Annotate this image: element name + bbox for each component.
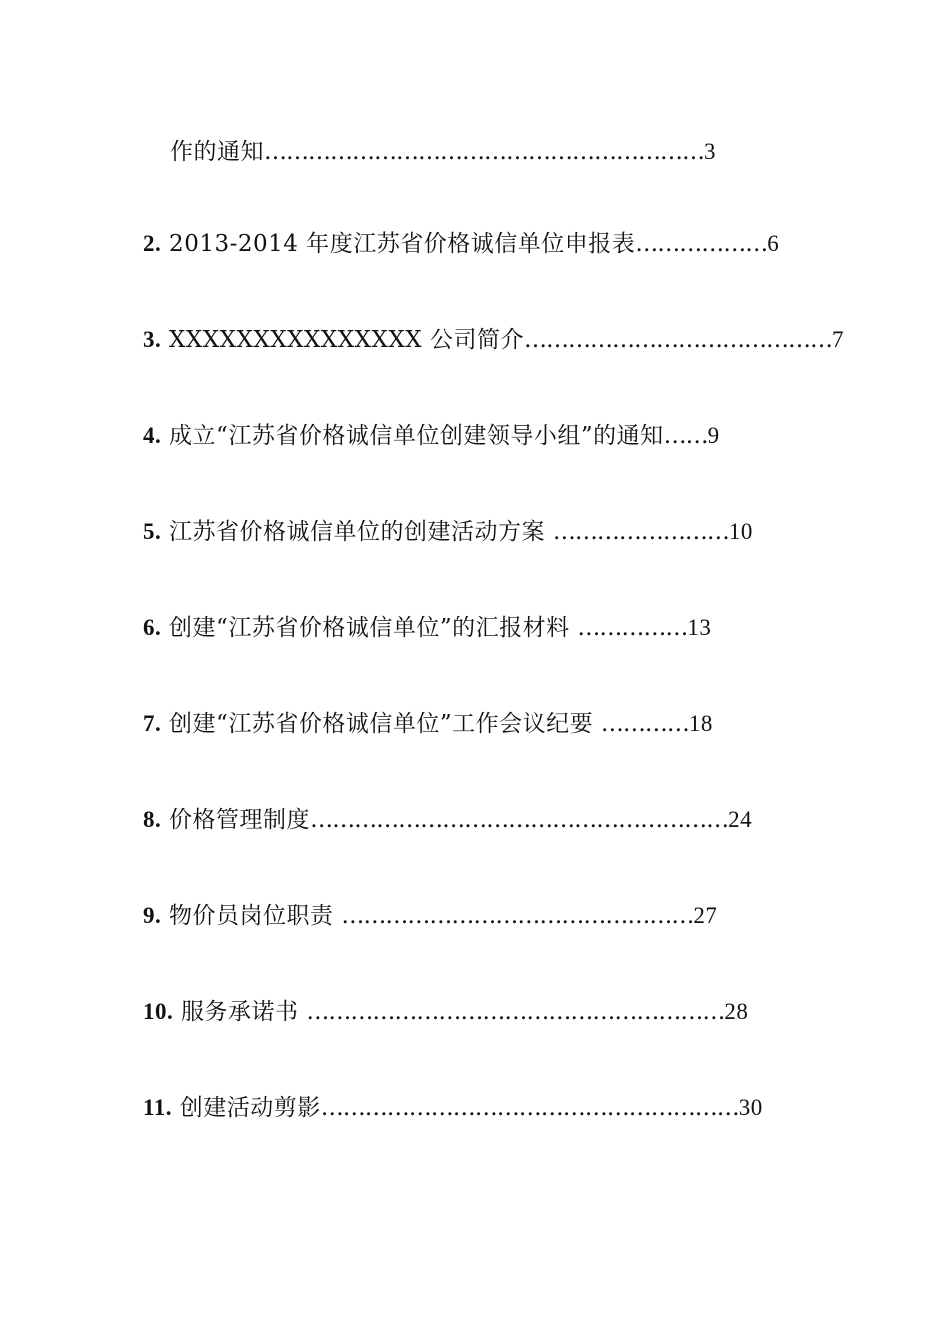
toc-entry-7: [143, 704, 713, 744]
toc-entry-title: 价格管理制度: [161, 807, 311, 833]
toc-entry-title: 江苏省价格诚信单位的创建活动方案: [161, 519, 553, 545]
toc-page-number: 7: [831, 327, 844, 352]
toc-leader-dots: …………………………………………………: [310, 807, 729, 833]
toc-entry-number: 3.: [143, 327, 162, 352]
toc-page-number: 10: [728, 519, 753, 544]
toc-entry-8: [143, 800, 752, 840]
toc-entry-1-continuation: [170, 132, 716, 172]
toc-leader-dots: ……………………………………………………: [264, 139, 704, 165]
toc-entry-11: [143, 1088, 763, 1128]
toc-entry-number: 6.: [143, 615, 162, 640]
toc-entry-9: [143, 896, 717, 936]
toc-entry-2: [143, 224, 779, 264]
toc-leader-dots: …………………………………………………: [320, 1095, 739, 1121]
toc-entry-title: 创建“江苏省价格诚信单位”的汇报材料: [161, 615, 578, 641]
toc-leader-dots: ……………………: [552, 519, 729, 545]
toc-page-number: 27: [693, 903, 718, 928]
toc-entry-number: 5.: [143, 519, 162, 544]
toc-page-number: 28: [724, 999, 749, 1024]
toc-entry-number: 4.: [143, 423, 162, 448]
toc-entry-5: [143, 512, 753, 552]
toc-entry-6: [143, 608, 711, 648]
toc-leader-dots: ………………: [635, 231, 768, 257]
toc-leader-dots: …………: [600, 711, 689, 737]
toc-entry-number: 11.: [143, 1095, 172, 1120]
toc-entry-4: [143, 416, 720, 456]
toc-entry-title: 物价员岗位职责: [161, 903, 342, 929]
toc-entry-title: 2013-2014 年度江苏省价格诚信单位申报表: [161, 231, 636, 257]
toc-entry-title: XXXXXXXXXXXXXXX 公司简介: [161, 327, 524, 353]
toc-entry-number: 8.: [143, 807, 162, 832]
toc-entry-number: 7.: [143, 711, 162, 736]
toc-entry-number: 2.: [143, 231, 162, 256]
toc-page-number: 3: [704, 139, 716, 164]
toc-entry-10: [143, 992, 748, 1032]
toc-page-number: 9: [707, 423, 720, 448]
toc-page-number: 24: [728, 807, 753, 832]
toc-leader-dots: ……………………………………: [523, 327, 832, 353]
toc-page-number: 30: [738, 1095, 763, 1120]
toc-leader-dots: ……………: [577, 615, 688, 641]
toc-entry-title: 创建“江苏省价格诚信单位”工作会议纪要: [161, 711, 601, 737]
toc-entry-number: 9.: [143, 903, 162, 928]
toc-entry-3: [143, 320, 844, 360]
toc-page-number: 6: [767, 231, 780, 256]
toc-entry-title: 成立“江苏省价格诚信单位创建领导小组”的通知: [161, 423, 664, 449]
toc-entry-title: 创建活动剪影: [171, 1095, 321, 1121]
toc-leader-dots: …………………………………………………: [306, 999, 725, 1025]
toc-entry-title: 作的通知: [170, 139, 264, 165]
toc-entry-title: 服务承诺书: [173, 999, 307, 1025]
toc-page-number: 18: [688, 711, 713, 736]
toc-entry-number: 10.: [143, 999, 174, 1024]
toc-page-number: 13: [687, 615, 712, 640]
toc-leader-dots: …………………………………………: [341, 903, 694, 929]
toc-leader-dots: ……: [663, 423, 708, 449]
